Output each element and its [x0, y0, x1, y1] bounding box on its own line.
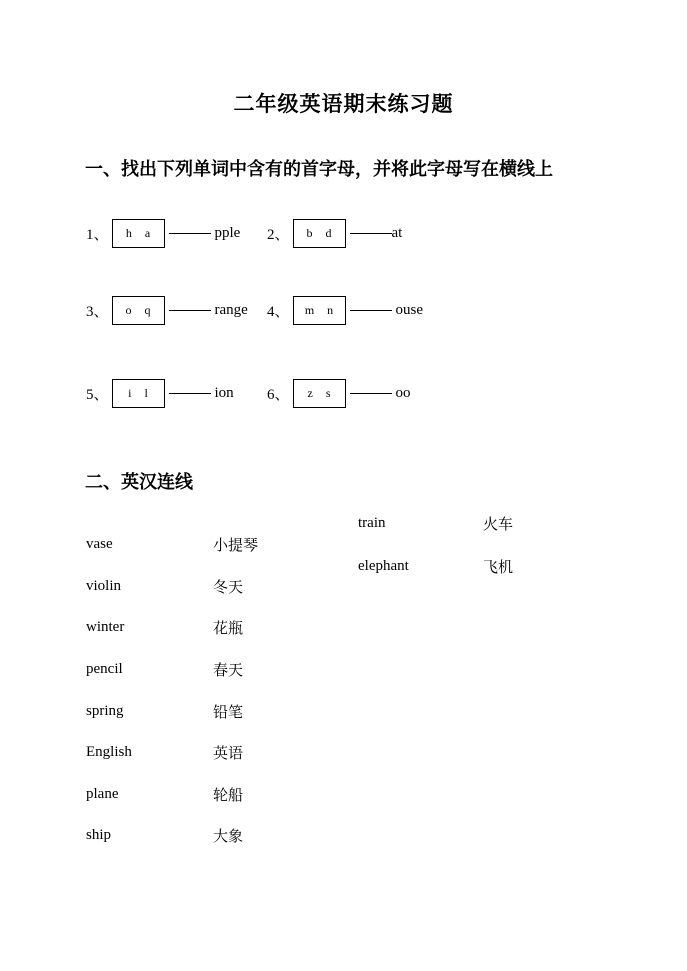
english-word: plane — [86, 785, 119, 802]
match-row — [86, 815, 258, 857]
chinese-word: 轮船 — [213, 787, 244, 804]
match-row — [358, 545, 513, 588]
item-number: 1、 — [86, 226, 109, 243]
english-word: vase — [86, 536, 113, 553]
match-row — [86, 732, 258, 774]
answer-blank-line — [350, 310, 392, 311]
match-row — [86, 566, 258, 608]
answer-blank-line — [169, 393, 211, 394]
word-suffix: oo — [395, 384, 411, 401]
item-number: 3、 — [86, 303, 109, 320]
english-word: spring — [86, 702, 124, 719]
section1-heading: 一、找出下列单词中含有的首字母，并将此字母写在横线上 — [85, 159, 553, 179]
match-row — [86, 774, 258, 816]
word-suffix: pple — [214, 224, 241, 241]
page-title: 二年级英语期末练习题 — [233, 93, 454, 116]
fill-item-2 — [267, 218, 402, 248]
english-word: train — [358, 515, 386, 531]
letter-box: i l — [112, 379, 165, 408]
chinese-word: 冬天 — [213, 579, 244, 596]
english-word: elephant — [358, 558, 409, 574]
fill-item-3 — [86, 295, 248, 325]
letter-box: m n — [293, 296, 346, 325]
item-number: 4、 — [267, 303, 290, 320]
word-suffix: ion — [214, 384, 234, 401]
letter-box: h a — [112, 219, 165, 248]
answer-blank-line — [169, 310, 211, 311]
english-word: ship — [86, 827, 112, 844]
match-row — [86, 690, 258, 732]
fill-item-6 — [267, 378, 411, 408]
item-number: 6、 — [267, 386, 290, 403]
fill-item-1 — [86, 218, 240, 248]
chinese-word: 春天 — [213, 663, 244, 680]
chinese-word: 英语 — [213, 746, 244, 763]
word-suffix: range — [214, 301, 248, 318]
letter-box: z s — [293, 379, 346, 408]
match-right-column — [358, 502, 513, 588]
fill-item-4 — [267, 295, 423, 325]
match-row — [86, 524, 258, 566]
english-word: English — [86, 744, 132, 761]
item-number: 5、 — [86, 386, 109, 403]
chinese-word: 飞机 — [483, 560, 514, 576]
section2-heading: 二、英汉连线 — [85, 472, 193, 492]
word-suffix: ouse — [395, 301, 424, 318]
match-row — [86, 649, 258, 691]
english-word: winter — [86, 619, 125, 636]
letter-box: o q — [112, 296, 165, 325]
chinese-word: 花瓶 — [213, 621, 244, 638]
chinese-word: 小提琴 — [213, 538, 259, 555]
fill-item-5 — [86, 378, 234, 408]
chinese-word: 铅笔 — [213, 704, 244, 721]
answer-blank-line — [350, 233, 392, 234]
letter-box: b d — [293, 219, 346, 248]
item-number: 2、 — [267, 226, 290, 243]
chinese-word: 火车 — [483, 517, 514, 533]
chinese-word: 大象 — [213, 829, 244, 846]
answer-blank-line — [169, 233, 211, 234]
english-word: violin — [86, 577, 122, 594]
match-row — [86, 607, 258, 649]
answer-blank-line — [350, 393, 392, 394]
match-left-column — [86, 524, 258, 857]
word-suffix: at — [391, 224, 403, 241]
english-word: pencil — [86, 661, 123, 678]
match-row — [358, 502, 513, 545]
